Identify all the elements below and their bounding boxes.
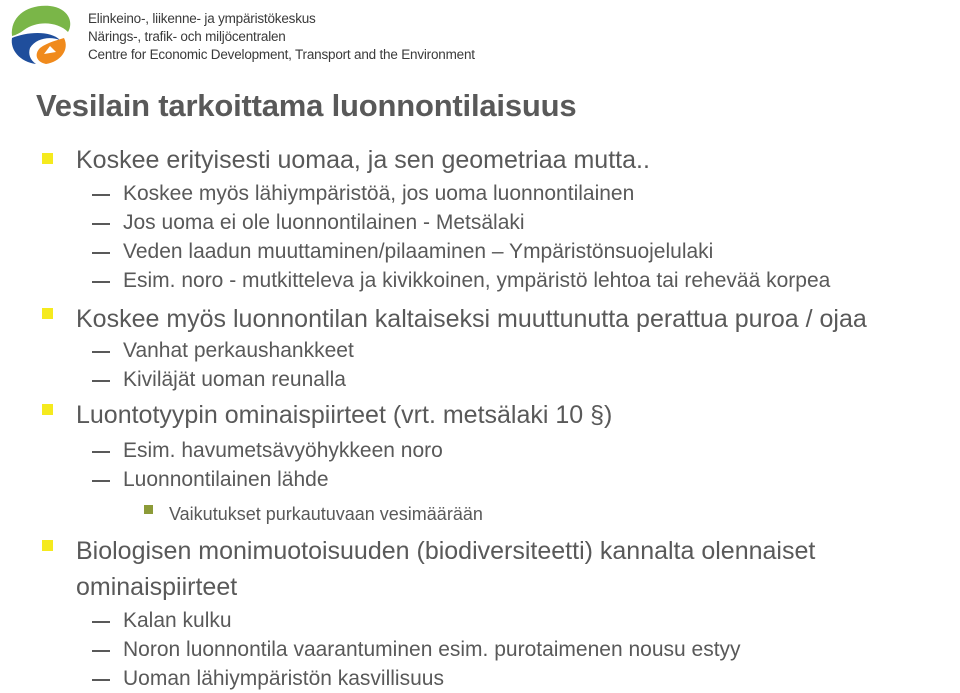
dash-icon	[92, 380, 110, 382]
org-name-en: Centre for Economic Development, Transport and the Environment	[88, 47, 475, 62]
bullet-level2: Vanhat perkaushankkeet	[123, 339, 354, 362]
dash-icon	[92, 223, 110, 225]
bullet-square-icon	[42, 153, 53, 164]
bullet-level2: Kalan kulku	[123, 609, 232, 632]
bullet-level1: Biologisen monimuotoisuuden (biodiversiteetti) kannalta olennaiset	[76, 537, 816, 565]
dash-icon	[92, 480, 110, 482]
dash-icon	[92, 621, 110, 623]
bullet-level2: Koskee myös lähiympäristöä, jos uoma luonnontilainen	[123, 182, 635, 205]
organization-name	[88, 10, 475, 64]
bullet-level2: Noron luonnontila vaarantuminen esim. purotaimenen nousu estyy	[123, 638, 741, 661]
bullet-level2: Esim. havumetsävyöhykkeen noro	[123, 439, 443, 462]
bullet-level1: Luontotyypin ominaispiirteet (vrt. metsälaki 10 §)	[76, 401, 613, 429]
dash-icon	[92, 351, 110, 353]
org-name-sv: Närings-, trafik- och miljöcentralen	[88, 29, 286, 44]
bullet-level2: Uoman lähiympäristön kasvillisuus	[123, 667, 444, 690]
header	[6, 2, 475, 70]
dash-icon	[92, 451, 110, 453]
bullet-level2: Jos uoma ei ole luonnontilainen - Metsälaki	[123, 211, 525, 234]
bullet-level2: Veden laadun muuttaminen/pilaaminen – Ympäristönsuojelulaki	[123, 240, 714, 263]
dash-icon	[92, 252, 110, 254]
bullet-level2: Luonnontilainen lähde	[123, 468, 329, 491]
bullet-level1-continued: ominaispiirteet	[76, 573, 238, 601]
org-name-fi: Elinkeino-, liikenne- ja ympäristökeskus	[88, 11, 316, 26]
bullet-level2: Esim. noro - mutkitteleva ja kivikkoinen, ympäristö lehtoa tai rehevää korpea	[123, 269, 831, 292]
bullet-square-icon	[42, 540, 53, 551]
bullet-square-small-icon	[144, 505, 153, 514]
bullet-level3: Vaikutukset purkautuvaan vesimäärään	[169, 504, 483, 524]
ely-centre-logo	[6, 2, 76, 70]
bullet-level1: Koskee myös luonnontilan kaltaiseksi muuttunutta perattua puroa / ojaa	[76, 305, 867, 333]
dash-icon	[92, 281, 110, 283]
bullet-square-icon	[42, 404, 53, 415]
slide-title: Vesilain tarkoittama luonnontilaisuus	[36, 88, 577, 123]
bullet-square-icon	[42, 308, 53, 319]
dash-icon	[92, 650, 110, 652]
dash-icon	[92, 194, 110, 196]
bullet-level1: Koskee erityisesti uomaa, ja sen geometriaa mutta..	[76, 146, 650, 174]
dash-icon	[92, 679, 110, 681]
bullet-level2: Kiviläjät uoman reunalla	[123, 368, 346, 391]
